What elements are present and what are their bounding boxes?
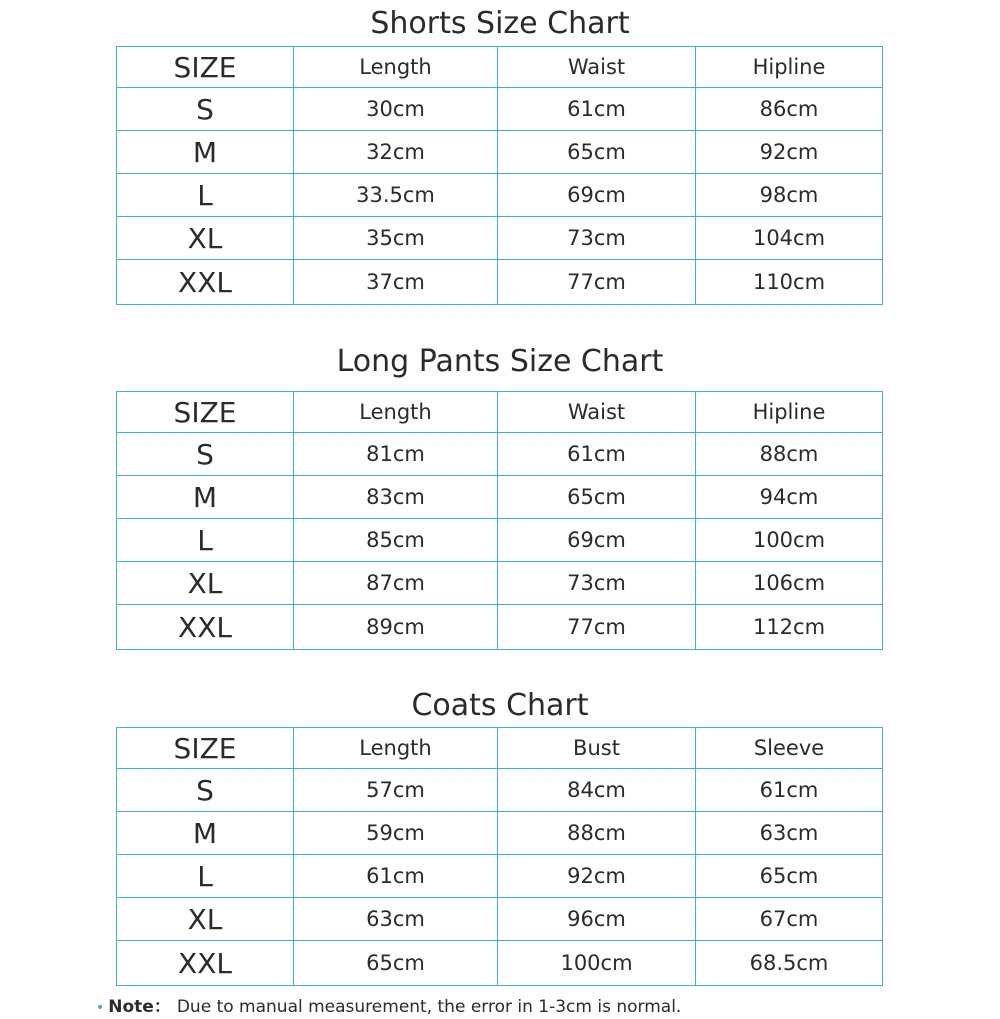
size-cell: XL — [117, 898, 294, 941]
table-cell: 65cm — [294, 941, 498, 986]
size-cell: S — [117, 769, 294, 812]
size-cell: XXL — [117, 260, 294, 305]
table-cell: 88cm — [696, 433, 883, 476]
table-cell: 63cm — [696, 812, 883, 855]
table-cell: 65cm — [498, 476, 696, 519]
table-row — [117, 769, 883, 812]
header-cell-size: SIZE — [117, 728, 294, 769]
table-row — [117, 433, 883, 476]
table-row — [117, 855, 883, 898]
table-row — [117, 88, 883, 131]
table-cell: 96cm — [498, 898, 696, 941]
table-cell: 94cm — [696, 476, 883, 519]
long-pants-size-table — [116, 391, 883, 650]
table-cell: 69cm — [498, 174, 696, 217]
table-cell: 37cm — [294, 260, 498, 305]
size-cell: L — [117, 174, 294, 217]
table-cell: 59cm — [294, 812, 498, 855]
table-cell: 100cm — [498, 941, 696, 986]
size-cell: XL — [117, 217, 294, 260]
table-cell: 61cm — [498, 88, 696, 131]
size-cell: L — [117, 855, 294, 898]
size-cell: M — [117, 476, 294, 519]
table-cell: 69cm — [498, 519, 696, 562]
table-header-row — [117, 728, 883, 769]
long-pants-chart-title: Long Pants Size Chart — [336, 344, 664, 379]
table-cell: 88cm — [498, 812, 696, 855]
note-text: Due to manual measurement, the error in 1-3cm is normal. — [176, 997, 682, 1017]
table-cell: 92cm — [696, 131, 883, 174]
table-row — [117, 941, 883, 986]
size-cell: XL — [117, 562, 294, 605]
shorts-chart-title: Shorts Size Chart — [370, 6, 630, 41]
table-cell: 86cm — [696, 88, 883, 131]
table-cell: 61cm — [696, 769, 883, 812]
header-cell-sleeve: Sleeve — [696, 728, 883, 769]
bullet-icon: • — [96, 1000, 105, 1016]
table-cell: 65cm — [696, 855, 883, 898]
table-row — [117, 519, 883, 562]
table-cell: 35cm — [294, 217, 498, 260]
table-cell: 84cm — [498, 769, 696, 812]
size-cell: XXL — [117, 605, 294, 650]
note-label: Note： — [108, 997, 171, 1017]
table-header-row — [117, 392, 883, 433]
table-row — [117, 217, 883, 260]
table-row — [117, 898, 883, 941]
table-cell: 30cm — [294, 88, 498, 131]
table-cell: 83cm — [294, 476, 498, 519]
table-row — [117, 562, 883, 605]
table-cell: 106cm — [696, 562, 883, 605]
table-cell: 81cm — [294, 433, 498, 476]
size-cell: L — [117, 519, 294, 562]
table-cell: 92cm — [498, 855, 696, 898]
header-cell-hipline: Hipline — [696, 47, 883, 88]
size-cell: XXL — [117, 941, 294, 986]
table-cell: 98cm — [696, 174, 883, 217]
header-cell-length: Length — [294, 728, 498, 769]
table-row — [117, 605, 883, 650]
table-cell: 87cm — [294, 562, 498, 605]
header-cell-size: SIZE — [117, 47, 294, 88]
table-cell: 85cm — [294, 519, 498, 562]
table-cell: 100cm — [696, 519, 883, 562]
table-row — [117, 812, 883, 855]
table-cell: 77cm — [498, 260, 696, 305]
header-cell-length: Length — [294, 47, 498, 88]
table-cell: 104cm — [696, 217, 883, 260]
table-cell: 73cm — [498, 217, 696, 260]
table-cell: 57cm — [294, 769, 498, 812]
table-header-row — [117, 47, 883, 88]
table-cell: 89cm — [294, 605, 498, 650]
table-cell: 61cm — [294, 855, 498, 898]
table-row — [117, 131, 883, 174]
header-cell-waist: Waist — [498, 392, 696, 433]
table-cell: 33.5cm — [294, 174, 498, 217]
header-cell-waist: Waist — [498, 47, 696, 88]
table-cell: 77cm — [498, 605, 696, 650]
size-cell: M — [117, 812, 294, 855]
table-cell: 68.5cm — [696, 941, 883, 986]
measurement-note — [96, 996, 681, 1019]
table-cell: 63cm — [294, 898, 498, 941]
table-cell: 67cm — [696, 898, 883, 941]
table-cell: 110cm — [696, 260, 883, 305]
coats-chart-title: Coats Chart — [411, 688, 589, 723]
shorts-size-table — [116, 46, 883, 305]
table-row — [117, 476, 883, 519]
table-row — [117, 260, 883, 305]
table-cell: 112cm — [696, 605, 883, 650]
table-cell: 32cm — [294, 131, 498, 174]
table-cell: 73cm — [498, 562, 696, 605]
coats-size-table — [116, 727, 883, 986]
header-cell-bust: Bust — [498, 728, 696, 769]
header-cell-size: SIZE — [117, 392, 294, 433]
size-cell: S — [117, 433, 294, 476]
size-cell: M — [117, 131, 294, 174]
table-cell: 61cm — [498, 433, 696, 476]
header-cell-length: Length — [294, 392, 498, 433]
size-cell: S — [117, 88, 294, 131]
header-cell-hipline: Hipline — [696, 392, 883, 433]
table-row — [117, 174, 883, 217]
table-cell: 65cm — [498, 131, 696, 174]
